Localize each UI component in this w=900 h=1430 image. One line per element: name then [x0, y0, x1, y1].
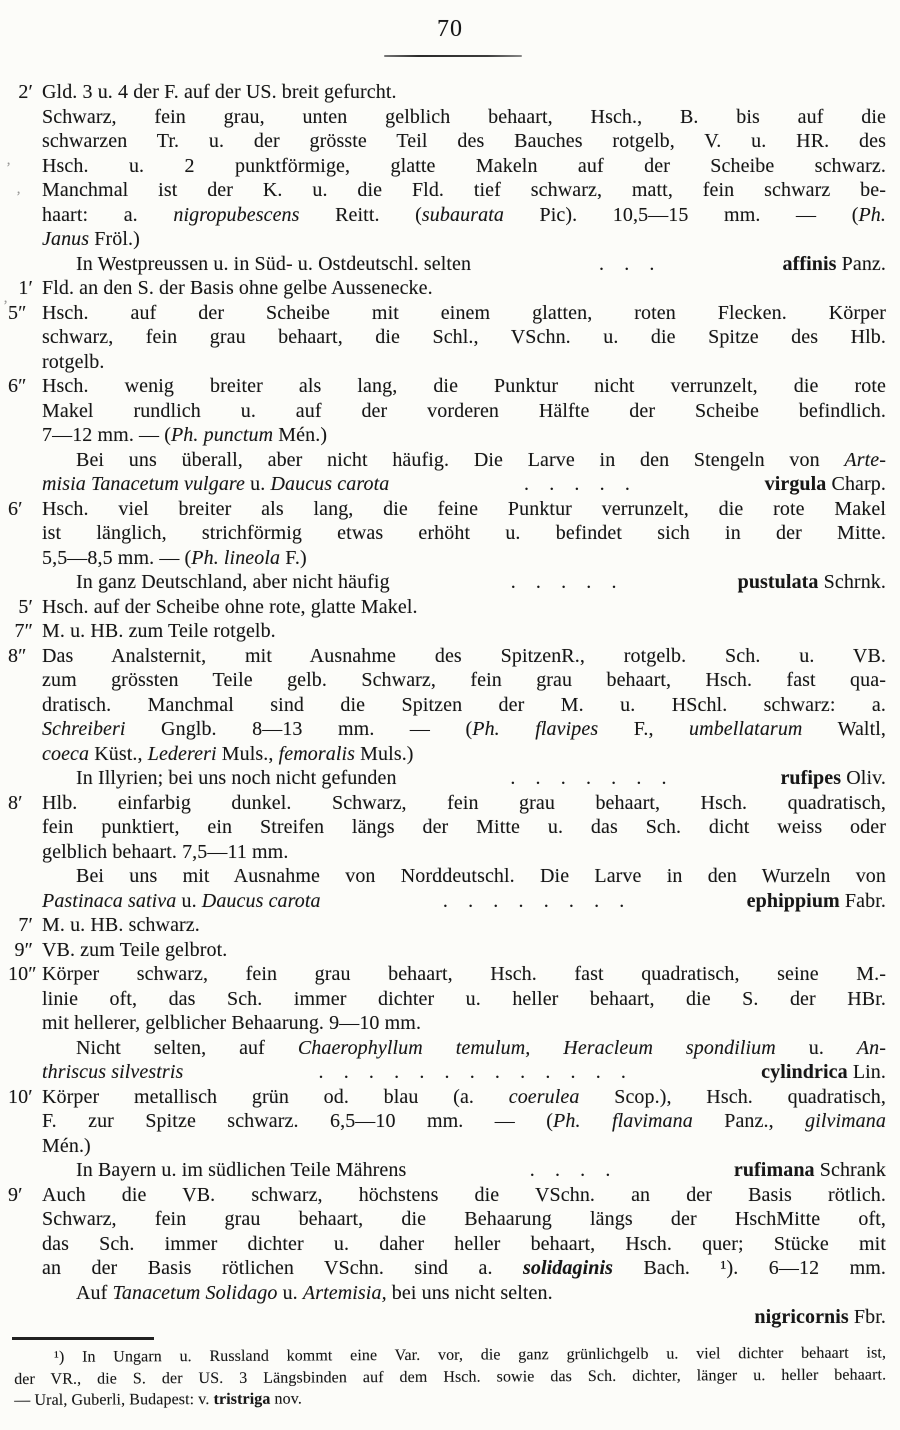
text-segment: Reitt. ( — [299, 203, 422, 226]
text-line — [42, 423, 886, 448]
italic-latin-text: Ledereri — [147, 742, 217, 765]
text-segment: F., — [598, 718, 690, 740]
text-segment: Lin. — [847, 1061, 886, 1083]
text-segment: Pic). 10,5—15 mm. — ( — [503, 203, 859, 226]
text-segment: Hsch. auf der Scheibe ohne rote, glatte Makel. — [42, 595, 418, 618]
text-line — [42, 350, 886, 375]
italic-latin-text: Artemisia, — [302, 1281, 387, 1304]
couplet-label: 6′ — [8, 497, 23, 520]
text-segment: — Ural, Guberli, Budapest: v. — [14, 1390, 214, 1409]
text-segment: Nicht selten, auf — [76, 1036, 298, 1059]
text-line — [18, 276, 886, 301]
couplet-label: 8′ — [8, 791, 23, 814]
leader-left-text — [42, 889, 321, 914]
text-segment: Gld. 3 u. 4 der F. auf der US. breit gefurcht. — [42, 81, 397, 103]
species-result — [765, 472, 886, 497]
species-name: rufipes — [780, 767, 842, 789]
text-line — [14, 938, 886, 963]
text-line — [42, 840, 886, 865]
text-line — [42, 1134, 886, 1159]
text-line — [42, 1232, 886, 1257]
text-line — [42, 105, 886, 130]
italic-latin-text: Schreiberi — [42, 718, 126, 740]
text-segment: Makel rundlich u. auf der vorderen Hälfte der Scheibe befindlich. — [42, 399, 886, 422]
text-segment: ist länglich, strichförmig etwas erhöht u. befindet sich in der Mitte. — [42, 522, 886, 544]
text-line — [42, 668, 886, 693]
species-name: affinis — [782, 252, 837, 275]
text-line — [42, 1011, 886, 1036]
text-segment: Auch die VB. schwarz, höchstens die VSchn. an der Basis rötlich. — [42, 1183, 886, 1206]
species-result — [761, 1060, 886, 1085]
text-segment: M. u. HB. zum Teile rotgelb. — [42, 620, 276, 642]
text-segment: Gnglb. 8—13 mm. — ( — [125, 718, 473, 740]
text-segment: Schwarz, fein grau, unten gelblich behaart, Hsch., B. bis auf die — [42, 105, 886, 128]
text-line — [42, 399, 886, 424]
text-line — [8, 374, 886, 399]
text-segment: Hsch. auf der Scheibe mit einem glatten, roten Flecken. Körper — [42, 301, 886, 324]
couplet-label: 9″ — [14, 938, 33, 961]
species-result — [747, 889, 886, 914]
italic-latin-text: Janus — [42, 228, 90, 250]
text-segment: Hsch. wenig breiter als lang, die Punktur nicht verrunzelt, die rote — [42, 375, 886, 397]
text-segment: Bach. ¹). 6—12 mm. — [613, 1257, 886, 1279]
leader-left-text — [76, 1158, 406, 1183]
text-segment: Fbr. — [848, 1306, 886, 1328]
text-line — [42, 1305, 886, 1330]
text-segment: das Sch. immer dichter u. daher heller behaart, Hsch. quer; Stücke mit — [42, 1232, 886, 1255]
dot-leader: . . . . . . . . — [442, 889, 625, 912]
page-number-rule — [384, 55, 522, 57]
couplet-label: 8″ — [8, 644, 27, 667]
text-line — [42, 864, 886, 889]
footnote-line — [14, 1385, 886, 1411]
text-segment: Mén.) — [273, 424, 328, 446]
text-segment: Körper metallisch grün od. blau (a. — [42, 1085, 509, 1108]
text-line — [42, 325, 886, 350]
dot-leader: . . . . . — [524, 473, 630, 495]
text-line — [42, 546, 886, 571]
italic-latin-text: umbellatarum — [689, 718, 803, 740]
italic-latin-text: Daucus carota — [201, 889, 321, 912]
text-segment: Körper schwarz, fein grau behaart, Hsch. fast quadratisch, seine M.- — [42, 963, 886, 985]
text-segment: Muls.) — [355, 742, 414, 765]
species-name: cylindrica — [761, 1061, 848, 1083]
italic-latin-text: Ph. flavipes — [472, 718, 599, 740]
leader-left-text — [42, 1060, 183, 1085]
dot-leader: . . . . . — [510, 571, 617, 593]
text-segment: der VR., die S. der US. 3 Längsbinden auf dem Hsch. sowie das Sch. dichter, länger u. heller behaart. — [14, 1365, 887, 1388]
couplet-label: 10″ — [8, 963, 37, 985]
text-segment: schwarz, fein grau behaart, die Schl., VSchn. u. die Spitze des Hlb. — [42, 326, 886, 348]
text-segment: zum grössten Teile gelb. Schwarz, fein grau behaart, Hsch. fast qua- — [42, 669, 886, 691]
text-segment: Hlb. einfarbig dunkel. Schwarz, fein grau behaart, Hsch. quadratisch, — [42, 791, 886, 814]
text-segment: an der Basis rötlichen VSchn. sind a. — [42, 1257, 524, 1279]
text-segment: Scop.), Hsch. quadratisch, — [579, 1085, 886, 1108]
scan-artifact: ’ — [6, 160, 11, 176]
text-segment: In ganz Deutschland, aber nicht häufig — [76, 571, 390, 593]
text-line — [8, 497, 886, 522]
text-line — [8, 962, 886, 987]
text-segment: nov. — [270, 1390, 302, 1408]
text-segment: linie oft, das Sch. immer dichter u. heller behaart, die S. der HBr. — [42, 987, 886, 1010]
species-name: nigricornis — [754, 1306, 849, 1328]
italic-latin-text: thriscus silvestris — [42, 1061, 184, 1083]
italic-latin-text: coeca — [42, 742, 90, 765]
text-segment: Fabr. — [839, 889, 886, 912]
text-segment: Bei uns überall, aber nicht häufig. Die Larve in den Stengeln von — [76, 448, 845, 471]
text-line — [42, 717, 886, 742]
text-segment: Schrnk. — [818, 571, 886, 593]
text-line — [42, 766, 886, 791]
text-line — [18, 913, 886, 938]
text-line — [42, 472, 886, 497]
text-segment: M. u. HB. schwarz. — [42, 914, 200, 936]
leader-left-text — [42, 472, 389, 497]
text-line — [42, 570, 886, 595]
italic-latin-text: subaurata — [421, 203, 504, 226]
text-segment: u. — [775, 1036, 857, 1059]
text-segment: u. — [245, 473, 271, 495]
text-segment: bei uns nicht selten. — [386, 1281, 553, 1304]
italic-latin-text: Arte- — [844, 448, 886, 471]
couplet-label: 7″ — [14, 620, 33, 642]
species-name: virgula — [764, 473, 827, 495]
text-line — [42, 448, 886, 473]
text-segment: VB. zum Teile gelbrot. — [42, 938, 228, 961]
text-line — [42, 742, 886, 767]
italic-latin-text: Pastinaca sativa — [42, 889, 177, 912]
text-line — [42, 178, 886, 203]
text-line — [8, 1085, 886, 1110]
text-segment: mit hellerer, gelblicher Behaarung. 9—10 mm. — [42, 1012, 422, 1034]
text-segment: Schwarz, fein grau behaart, die Behaarung längs der HschMitte oft, — [42, 1208, 886, 1230]
text-segment: Schrank — [814, 1159, 886, 1181]
text-segment: Hsch. u. 2 punktförmige, glatte Makeln auf der Scheibe schwarz. — [42, 154, 886, 177]
text-segment: Panz., — [692, 1110, 806, 1132]
text-segment: Fld. an den S. der Basis ohne gelbe Aussenecke. — [42, 277, 433, 299]
text-line — [42, 521, 886, 546]
species-result — [738, 570, 886, 595]
text-line — [42, 1109, 886, 1134]
italic-latin-text: nigropubescens — [173, 203, 300, 226]
text-line — [42, 1256, 886, 1281]
text-line — [18, 595, 886, 620]
text-line — [42, 154, 886, 179]
species-result — [734, 1158, 886, 1183]
text-segment: u. — [176, 889, 202, 912]
italic-latin-text: coerulea — [508, 1085, 580, 1108]
dot-leader: . . . . — [529, 1159, 611, 1181]
page-number: 70 — [437, 16, 463, 42]
text-segment: schwarzen Tr. u. der grösste Teil des Bauches rotgelb, V. u. HR. des — [42, 130, 886, 152]
text-line — [42, 693, 886, 718]
text-line — [8, 644, 886, 669]
italic-latin-text: An- — [856, 1036, 887, 1059]
identification-key-text — [8, 80, 887, 1330]
italic-latin-text: Daucus carota — [270, 473, 390, 495]
text-segment: Panz. — [836, 252, 886, 275]
text-segment: dratisch. Manchmal sind die Spitzen der M. u. HSchl. schwarz: a. — [42, 693, 886, 716]
text-line — [42, 227, 886, 252]
text-segment: 7—12 mm. — ( — [42, 424, 171, 446]
dot-leader: . . . . . . . . . . . . . — [318, 1061, 627, 1083]
text-line — [42, 252, 886, 277]
text-segment: In Bayern u. im südlichen Teile Mährens — [76, 1159, 407, 1181]
text-line — [42, 1158, 886, 1183]
text-line — [42, 889, 886, 914]
species-name: pustulata — [737, 571, 819, 593]
couplet-label: 10′ — [8, 1085, 33, 1108]
text-line — [42, 1281, 886, 1306]
couplet-label: 6″ — [8, 375, 27, 397]
couplet-label: 5″ — [8, 301, 27, 324]
text-segment: haart: a. — [42, 203, 174, 226]
italic-latin-text: Tanacetum Solidago — [112, 1281, 278, 1304]
couplet-label: 5′ — [18, 595, 33, 618]
couplet-label: 2′ — [18, 81, 33, 103]
italic-latin-text: Ph. punctum — [170, 424, 274, 446]
species-result — [782, 252, 886, 277]
text-segment: In Illyrien; bei uns noch nicht gefunden — [76, 767, 397, 789]
species-name: rufimana — [733, 1159, 815, 1181]
italic-latin-text: Ph. flavimana — [553, 1110, 693, 1132]
scan-artifact: ’ — [3, 298, 8, 314]
text-segment: Waltl, — [802, 718, 887, 740]
text-line — [42, 1207, 886, 1232]
text-segment: In Westpreussen u. in Süd- u. Ostdeutschl. selten — [76, 252, 472, 275]
text-line — [42, 203, 886, 228]
text-line — [18, 80, 886, 105]
italic-latin-text: gilvimana — [805, 1110, 886, 1132]
text-line — [42, 987, 886, 1012]
scan-artifact: ’ — [16, 189, 21, 205]
text-segment: Auf — [76, 1281, 113, 1304]
footnote — [14, 1342, 886, 1411]
couplet-label: 1′ — [18, 277, 33, 299]
text-segment: Hsch. viel breiter als lang, die feine Punktur verrunzelt, die rote Makel — [42, 497, 886, 520]
text-line — [42, 129, 886, 154]
couplet-label: 9′ — [8, 1183, 23, 1206]
text-segment: 5,5—8,5 mm. — ( — [42, 546, 192, 569]
variety-name: solidaginis — [523, 1257, 614, 1279]
text-line — [8, 1183, 886, 1208]
text-segment: Bei uns mit Ausnahme von Norddeutschl. Die Larve in den Wurzeln von — [76, 865, 886, 887]
dot-leader: . . . — [599, 252, 655, 275]
text-segment: Charp. — [826, 473, 886, 495]
text-line — [42, 815, 886, 840]
text-line — [8, 791, 886, 816]
leader-left-text — [76, 252, 471, 277]
text-segment: Muls., — [216, 742, 279, 765]
text-segment: Oliv. — [841, 767, 886, 789]
couplet-label: 7′ — [18, 914, 33, 936]
text-segment: Mén.) — [42, 1134, 91, 1157]
leader-left-text — [76, 766, 397, 791]
text-line — [42, 1036, 886, 1061]
species-name: ephippium — [746, 889, 840, 912]
text-segment: Manchmal ist der K. u. die Fld. tief schwarz, matt, fein schwarz be- — [42, 179, 886, 201]
text-segment: Das Analsternit, mit Ausnahme des SpitzenR., rotgelb. Sch. u. VB. — [42, 644, 886, 667]
dot-leader: . . . . . . . — [510, 767, 667, 789]
text-line — [14, 619, 886, 644]
species-name: tristriga — [213, 1390, 271, 1408]
text-segment: u. — [277, 1281, 303, 1304]
italic-latin-text: Chaerophyllum temulum, Heracleum spondilium — [297, 1036, 776, 1059]
text-segment: ¹) In Ungarn u. Russland kommt eine Var. vor, die ganz grünlichgelb u. viel dichter behaart ist, — [54, 1344, 887, 1366]
text-segment: F. zur Spitze schwarz. 6,5—10 mm. — ( — [42, 1110, 554, 1132]
italic-latin-text: femoralis — [278, 742, 356, 765]
italic-latin-text: Ph. — [858, 203, 886, 226]
leader-left-text — [76, 570, 390, 595]
italic-latin-text: Ph. lineola — [191, 546, 281, 569]
text-segment: gelblich behaart. 7,5—11 mm. — [42, 840, 289, 863]
text-line — [8, 301, 886, 326]
text-segment: Küst., — [89, 742, 148, 765]
text-segment: rotgelb. — [42, 350, 105, 373]
species-result — [780, 766, 886, 791]
text-segment: fein punktiert, ein Streifen längs der Mitte u. das Sch. dicht weiss oder — [42, 816, 886, 838]
text-segment: Fröl.) — [89, 228, 140, 250]
footnote-rule — [12, 1337, 154, 1340]
italic-latin-text: misia Tanacetum vulgare — [42, 473, 246, 495]
text-line — [42, 1060, 886, 1085]
text-segment: F.) — [280, 546, 307, 569]
